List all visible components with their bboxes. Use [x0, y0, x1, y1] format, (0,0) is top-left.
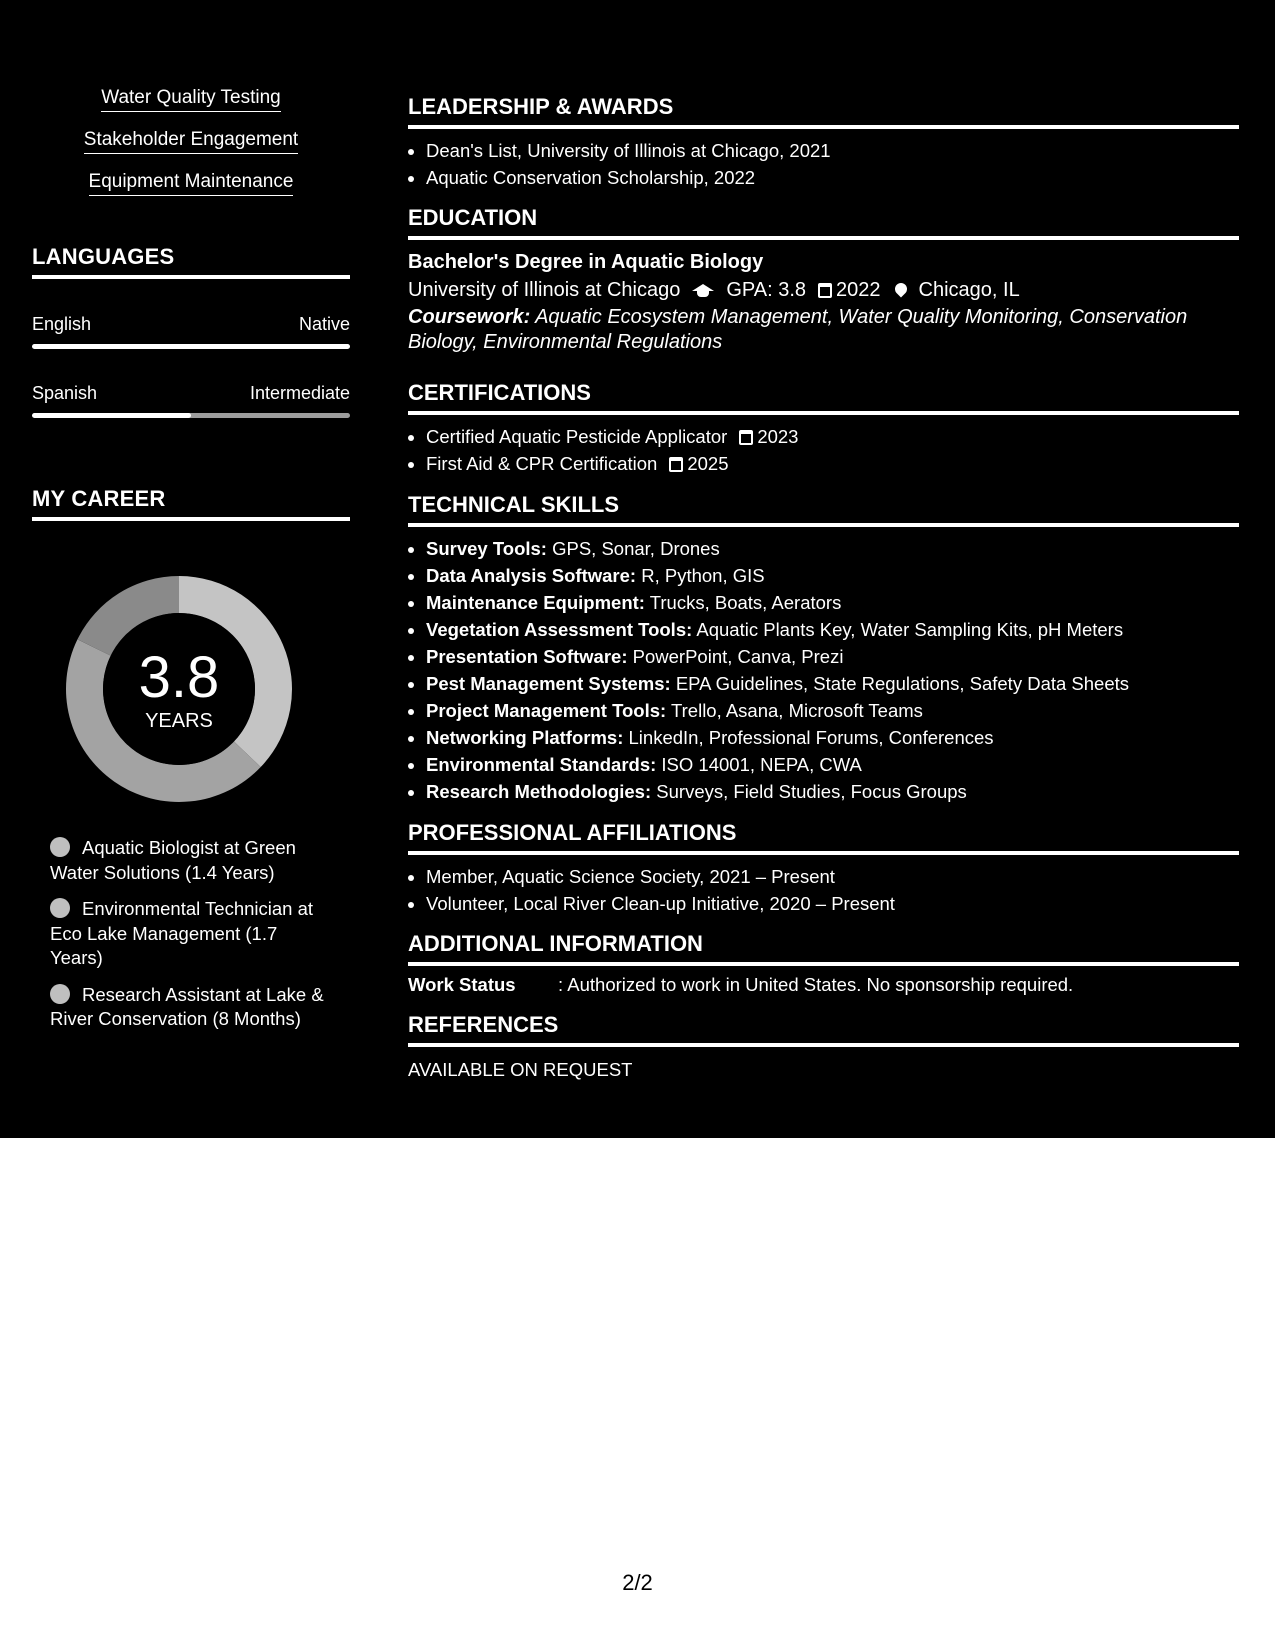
career-item-text: Aquatic Biologist at Green Water Solutions (1.4 Years)	[50, 837, 296, 883]
references-section	[408, 1012, 1239, 1081]
affiliations-list	[408, 863, 1239, 917]
gpa: GPA: 3.8	[726, 279, 807, 301]
skill-label: Data Analysis Software:	[426, 565, 637, 586]
affiliations-section	[408, 820, 1239, 917]
leadership-list	[408, 137, 1239, 191]
skill-label: Networking Platforms:	[426, 727, 624, 748]
section-heading-text: EDUCATION	[408, 205, 538, 230]
list-item	[426, 423, 1239, 450]
skill-tag-list	[32, 86, 350, 212]
work-status-label: Work Status	[408, 974, 516, 995]
list-item	[426, 778, 1239, 805]
skill-label: Survey Tools:	[426, 538, 547, 559]
coursework	[408, 305, 1239, 355]
section-heading-text: CERTIFICATIONS	[408, 380, 591, 405]
school-name: University of Illinois at Chicago	[408, 279, 681, 301]
career-heading-text: MY CAREER	[32, 486, 166, 511]
skill-value: Surveys, Field Studies, Focus Groups	[656, 781, 967, 802]
career-donut-chart	[62, 572, 296, 806]
career-item-text: Research Assistant at Lake & River Conservation (8 Months)	[50, 983, 324, 1029]
skill-value: GPS, Sonar, Drones	[552, 538, 720, 559]
career-heading	[32, 486, 350, 521]
section-heading	[408, 205, 1239, 240]
section-heading-text: LEADERSHIP & AWARDS	[408, 94, 674, 119]
list-item: • Aquatic Conservation Scholarship, 2022	[426, 164, 1239, 191]
additional-info-section	[408, 931, 1239, 996]
education-details	[408, 275, 1239, 305]
career-item	[50, 897, 330, 971]
skill-label: Project Management Tools:	[426, 700, 667, 721]
heading-rule	[408, 411, 1239, 415]
skill-value: EPA Guidelines, State Regulations, Safety Data Sheets	[675, 673, 1130, 694]
list-item	[426, 643, 1239, 670]
language-proficiency-bar	[32, 344, 350, 349]
certifications-list	[408, 423, 1239, 477]
calendar-icon	[669, 457, 683, 472]
heading-rule	[32, 275, 350, 279]
school-location: Chicago, IL	[918, 279, 1020, 301]
section-heading-text: TECHNICAL SKILLS	[408, 492, 620, 517]
calendar-icon	[739, 430, 753, 445]
career-total-value: 3.8	[138, 645, 220, 710]
skill-value: PowerPoint, Canva, Prezi	[632, 646, 844, 667]
work-status-value: : Authorized to work in United States. No sponsorship required.	[558, 974, 1074, 995]
education-section	[408, 205, 1239, 355]
section-heading	[408, 94, 1239, 129]
certification-name: First Aid & CPR Certification	[426, 453, 658, 474]
list-item: • Member, Aquatic Science Society, 2021 – Present	[426, 863, 1239, 890]
language-name: Spanish	[32, 383, 98, 403]
skill-value: R, Python, GIS	[641, 565, 765, 586]
list-item	[426, 751, 1239, 778]
skill-value: LinkedIn, Professional Forums, Conferences	[628, 727, 994, 748]
coursework-label: Coursework:	[408, 306, 531, 328]
section-heading-text: ADDITIONAL INFORMATION	[408, 931, 703, 956]
skill-value: Trello, Asana, Microsoft Teams	[671, 700, 923, 721]
skill-tag: Equipment Maintenance	[89, 170, 294, 196]
skill-label: Pest Management Systems:	[426, 673, 671, 694]
career-item	[50, 836, 330, 885]
coursework-text: Aquatic Ecosystem Management, Water Quality Monitoring, Conservation Biology, Environmental Regulations	[408, 306, 1188, 353]
list-item	[426, 562, 1239, 589]
skill-label: Research Methodologies:	[426, 781, 652, 802]
section-heading	[408, 931, 1239, 966]
certification-year: 2025	[687, 453, 729, 474]
heading-rule	[408, 236, 1239, 240]
heading-rule	[408, 125, 1239, 129]
page-number: 2/2	[622, 1570, 653, 1595]
certifications-section	[408, 380, 1239, 477]
language-proficiency-fill	[32, 413, 191, 418]
skill-value: Trucks, Boats, Aerators	[649, 592, 842, 613]
list-item	[426, 535, 1239, 562]
skill-value: ISO 14001, NEPA, CWA	[661, 754, 862, 775]
heading-rule	[408, 1043, 1239, 1047]
list-item	[426, 589, 1239, 616]
list-item	[426, 450, 1239, 477]
leadership-section	[408, 94, 1239, 191]
language-name: English	[32, 314, 92, 334]
legend-dot-icon	[50, 984, 70, 1004]
career-item	[50, 983, 330, 1032]
heading-rule	[408, 962, 1239, 966]
section-heading	[408, 492, 1239, 527]
section-heading	[408, 820, 1239, 855]
list-item	[426, 670, 1239, 697]
list-item: • Dean's List, University of Illinois at Chicago, 2021	[426, 137, 1239, 164]
career-total-unit: YEARS	[145, 710, 213, 732]
donut-center	[62, 572, 296, 806]
language-proficiency-bar	[32, 413, 350, 418]
language-level: Intermediate	[249, 383, 350, 403]
career-item-text: Environmental Technician at Eco Lake Management (1.7 Years)	[50, 898, 314, 968]
heading-rule	[32, 517, 350, 521]
list-item	[426, 616, 1239, 643]
skill-label: Maintenance Equipment:	[426, 592, 645, 613]
certification-name: Certified Aquatic Pesticide Applicator	[426, 426, 728, 447]
legend-dot-icon	[50, 837, 70, 857]
legend-dot-icon	[50, 898, 70, 918]
list-item	[426, 697, 1239, 724]
sidebar	[0, 0, 382, 1138]
certification-year: 2023	[757, 426, 799, 447]
language-level: Native	[298, 314, 350, 334]
location-pin-icon	[892, 281, 909, 298]
section-heading	[408, 380, 1239, 415]
skill-label: Environmental Standards:	[426, 754, 657, 775]
list-item: • Volunteer, Local River Clean-up Initiative, 2020 – Present	[426, 890, 1239, 917]
language-proficiency-fill	[32, 344, 350, 349]
section-heading-text: PROFESSIONAL AFFILIATIONS	[408, 820, 737, 845]
heading-rule	[408, 851, 1239, 855]
skill-tag: Water Quality Testing	[101, 86, 281, 112]
references-text: AVAILABLE ON REQUEST	[408, 1059, 633, 1080]
technical-skills-list	[408, 535, 1239, 805]
languages-heading	[32, 244, 350, 279]
section-heading-text: REFERENCES	[408, 1012, 559, 1037]
degree-title: Bachelor's Degree in Aquatic Biology	[408, 251, 764, 273]
list-item	[426, 724, 1239, 751]
heading-rule	[408, 523, 1239, 527]
calendar-icon	[818, 283, 832, 298]
skill-value: Aquatic Plants Key, Water Sampling Kits, pH Meters	[696, 619, 1124, 640]
languages-heading-text: LANGUAGES	[32, 244, 175, 269]
skill-tag: Stakeholder Engagement	[84, 128, 298, 154]
career-list	[50, 836, 330, 1044]
technical-skills-section	[408, 492, 1239, 805]
work-status-row	[408, 974, 1239, 996]
skill-label: Presentation Software:	[426, 646, 628, 667]
skill-label: Vegetation Assessment Tools:	[426, 619, 693, 640]
section-heading	[408, 1012, 1239, 1047]
graduation-cap-icon	[692, 284, 714, 296]
graduation-year: 2022	[836, 279, 881, 301]
